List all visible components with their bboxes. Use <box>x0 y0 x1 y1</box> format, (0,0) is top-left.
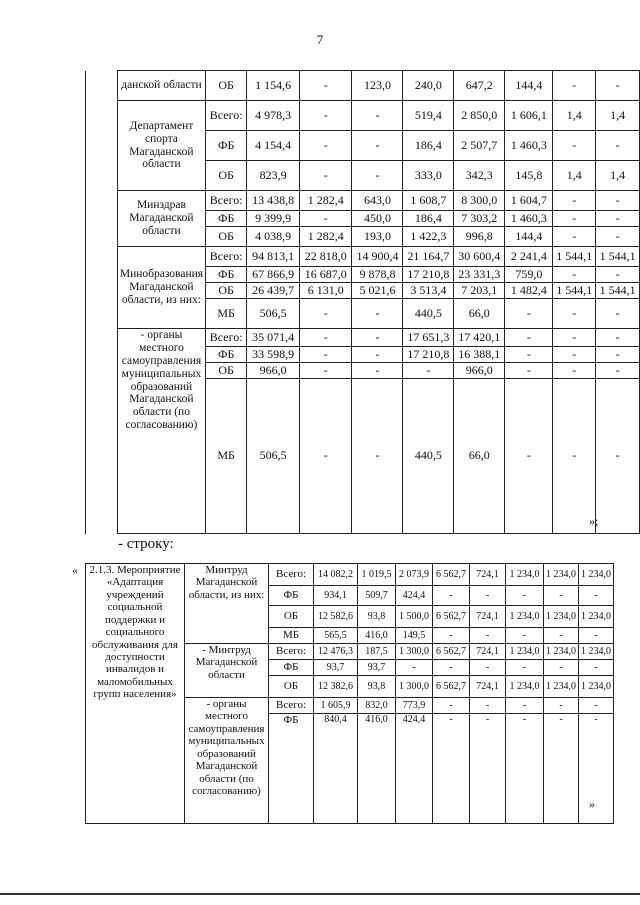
amount-cell: 1 608,7 <box>403 191 454 211</box>
amount-cell: - <box>553 379 596 534</box>
amount-cell: 240,0 <box>403 71 454 101</box>
amount-cell: 14 082,2 <box>314 564 358 586</box>
amount-cell: 832,0 <box>358 698 396 714</box>
funding-source: Всего: <box>269 644 314 660</box>
amount-cell: 1 234,0 <box>506 564 544 586</box>
amount-cell: 773,9 <box>396 698 433 714</box>
amount-cell: - <box>403 363 454 379</box>
amount-cell: 1 282,4 <box>299 191 352 211</box>
amount-cell: 7 203,1 <box>454 283 505 299</box>
amount-cell: - <box>553 211 596 227</box>
amount-cell: 4 978,3 <box>247 101 300 131</box>
amount-cell: - <box>352 101 403 131</box>
amount-cell: - <box>505 363 553 379</box>
amount-cell: 643,0 <box>352 191 403 211</box>
amount-cell: 342,3 <box>454 161 505 191</box>
amount-cell: 67 866,9 <box>247 267 300 283</box>
executor-name: Департамент спорта Магаданской области <box>117 101 205 191</box>
amount-cell: 2 073,9 <box>396 564 433 586</box>
funding-source: ФБ <box>206 347 247 363</box>
amount-cell: 3 513,4 <box>403 283 454 299</box>
amount-cell: 450,0 <box>352 211 403 227</box>
amount-cell: - <box>553 347 596 363</box>
amount-cell: - <box>299 101 352 131</box>
amount-cell: - <box>433 660 470 676</box>
amount-cell: 1,4 <box>596 101 640 131</box>
amount-cell: 440,5 <box>403 379 454 534</box>
amount-cell: - <box>579 660 614 676</box>
funding-source: ОБ <box>269 676 314 698</box>
amount-cell: 33 598,9 <box>247 347 300 363</box>
amount-cell: 93,8 <box>358 676 396 698</box>
amount-cell: 1 234,0 <box>506 644 544 660</box>
amount-cell: - <box>470 628 506 644</box>
amount-cell: 1 282,4 <box>299 227 352 247</box>
amount-cell: 647,2 <box>454 71 505 101</box>
amount-cell: - <box>505 299 553 329</box>
amount-cell: - <box>299 379 352 534</box>
amount-cell: 186,4 <box>403 131 454 161</box>
amount-cell: - <box>352 299 403 329</box>
amount-cell: 9 399,9 <box>247 211 300 227</box>
amount-cell: - <box>579 586 614 606</box>
amount-cell: 2 507,7 <box>454 131 505 161</box>
table-row <box>86 191 640 211</box>
amount-cell: - <box>505 379 553 534</box>
amount-cell: - <box>596 191 640 211</box>
table-row <box>86 71 640 101</box>
amount-cell: - <box>544 660 579 676</box>
amount-cell: 759,0 <box>505 267 553 283</box>
amount-cell: - <box>299 131 352 161</box>
amount-cell: 1 234,0 <box>579 564 614 586</box>
amount-cell: 1 544,1 <box>596 283 640 299</box>
amount-cell: - <box>596 363 640 379</box>
amount-cell: - <box>506 714 544 824</box>
amount-cell: - <box>553 131 596 161</box>
amount-cell: 1 300,0 <box>396 644 433 660</box>
amount-cell: - <box>544 628 579 644</box>
amount-cell: 6 562,7 <box>433 644 470 660</box>
amount-cell: - <box>352 329 403 347</box>
funding-source: ОБ <box>206 283 247 299</box>
amount-cell: 1 234,0 <box>579 644 614 660</box>
amount-cell: 1 234,0 <box>544 564 579 586</box>
amount-cell: 30 600,4 <box>454 247 505 267</box>
amount-cell: - <box>299 161 352 191</box>
blank-column <box>86 71 118 534</box>
amount-cell: 17 210,8 <box>403 267 454 283</box>
amount-cell: - <box>352 347 403 363</box>
amount-cell: - <box>506 660 544 676</box>
amount-cell: 8 300,0 <box>454 191 505 211</box>
amount-cell: 21 164,7 <box>403 247 454 267</box>
funding-source: ФБ <box>206 211 247 227</box>
amount-cell: 35 071,4 <box>247 329 300 347</box>
amount-cell: - <box>352 379 403 534</box>
amount-cell: 1 234,0 <box>544 676 579 698</box>
amount-cell: 966,0 <box>247 363 300 379</box>
amount-cell: 1 606,1 <box>505 101 553 131</box>
funding-source: Всего: <box>206 247 247 267</box>
amount-cell: - <box>596 131 640 161</box>
amount-cell: 66,0 <box>454 379 505 534</box>
amount-cell: - <box>506 586 544 606</box>
executor-name: Минтруд Магаданской области, из них: <box>185 564 269 644</box>
funding-source: ОБ <box>206 227 247 247</box>
amount-cell: - <box>596 329 640 347</box>
table-row <box>86 329 640 347</box>
amount-cell: 144,4 <box>505 71 553 101</box>
amount-cell: - <box>553 267 596 283</box>
amount-cell: 1 460,3 <box>505 131 553 161</box>
amount-cell: 7 303,2 <box>454 211 505 227</box>
amount-cell: 12 382,6 <box>314 676 358 698</box>
amount-cell: 26 439,7 <box>247 283 300 299</box>
executor-name: Минобразования Магаданской области, из них: <box>117 247 205 329</box>
amount-cell: - <box>596 227 640 247</box>
amount-cell: - <box>553 227 596 247</box>
amount-cell: - <box>352 161 403 191</box>
amount-cell: 1 019,5 <box>358 564 396 586</box>
amount-cell: - <box>433 714 470 824</box>
amount-cell: 17 210,8 <box>403 347 454 363</box>
amount-cell: 66,0 <box>454 299 505 329</box>
amount-cell: 94 813,1 <box>247 247 300 267</box>
funding-source: ФБ <box>269 586 314 606</box>
amount-cell: 509,7 <box>358 586 396 606</box>
amount-cell: - <box>470 698 506 714</box>
funding-source: ОБ <box>269 606 314 628</box>
amount-cell: 17 420,1 <box>454 329 505 347</box>
amount-cell: 1 544,1 <box>553 247 596 267</box>
amount-cell: 1 544,1 <box>596 247 640 267</box>
closing-quote: » <box>589 797 595 811</box>
amount-cell: - <box>596 299 640 329</box>
funding-source: ФБ <box>206 267 247 283</box>
amount-cell: 724,1 <box>470 676 506 698</box>
amount-cell: 187,5 <box>358 644 396 660</box>
amount-cell: - <box>299 363 352 379</box>
opening-quote: « <box>72 563 78 577</box>
table-row <box>86 247 640 267</box>
funding-source: ФБ <box>269 714 314 824</box>
amount-cell: 186,4 <box>403 211 454 227</box>
amount-cell: 1 500,0 <box>396 606 433 628</box>
amount-cell: 4 038,9 <box>247 227 300 247</box>
amount-cell: 333,0 <box>403 161 454 191</box>
amount-cell: 416,0 <box>358 628 396 644</box>
amount-cell: - <box>299 347 352 363</box>
amount-cell: 934,1 <box>314 586 358 606</box>
amount-cell: - <box>544 586 579 606</box>
executor-name: - Минтруд Магаданской области <box>185 644 269 698</box>
amount-cell: 93,7 <box>358 660 396 676</box>
amount-cell: - <box>433 698 470 714</box>
funding-source: ФБ <box>269 660 314 676</box>
amount-cell: 1 234,0 <box>544 644 579 660</box>
replace-line-label: - строку: <box>118 536 174 552</box>
amount-cell: - <box>505 347 553 363</box>
funding-table-new-line <box>85 563 614 824</box>
amount-cell: 1 234,0 <box>506 676 544 698</box>
funding-source: МБ <box>206 379 247 534</box>
funding-source: ОБ <box>206 71 247 101</box>
amount-cell: 416,0 <box>358 714 396 824</box>
funding-source: Всего: <box>206 101 247 131</box>
funding-source: ФБ <box>206 131 247 161</box>
amount-cell: - <box>299 329 352 347</box>
table-row <box>86 101 640 131</box>
amount-cell: - <box>352 363 403 379</box>
amount-cell: - <box>579 628 614 644</box>
amount-cell: 93,8 <box>358 606 396 628</box>
amount-cell: 2 850,0 <box>454 101 505 131</box>
amount-cell: - <box>553 299 596 329</box>
amount-cell: - <box>299 211 352 227</box>
amount-cell: 9 878,8 <box>352 267 403 283</box>
funding-source: ОБ <box>206 363 247 379</box>
amount-cell: 1 154,6 <box>247 71 300 101</box>
amount-cell: 6 131,0 <box>299 283 352 299</box>
amount-cell: 1 234,0 <box>579 606 614 628</box>
amount-cell: - <box>553 329 596 347</box>
amount-cell: 12 476,3 <box>314 644 358 660</box>
funding-source: МБ <box>206 299 247 329</box>
amount-cell: - <box>470 586 506 606</box>
amount-cell: 519,4 <box>403 101 454 131</box>
amount-cell: 4 154,4 <box>247 131 300 161</box>
amount-cell: - <box>553 191 596 211</box>
amount-cell: 424,4 <box>396 714 433 824</box>
amount-cell: - <box>596 379 640 534</box>
amount-cell: 440,5 <box>403 299 454 329</box>
funding-source: Всего: <box>206 329 247 347</box>
amount-cell: 1,4 <box>553 101 596 131</box>
amount-cell: 123,0 <box>352 71 403 101</box>
funding-source: МБ <box>269 628 314 644</box>
amount-cell: 23 331,3 <box>454 267 505 283</box>
amount-cell: - <box>396 660 433 676</box>
bottom-rule <box>0 893 640 895</box>
amount-cell: - <box>470 660 506 676</box>
activity-name: 2.1.3. Мероприятие «Адаптация учреждений социальной поддержки и социального обслуживания для доступности инвалидов и маломобильных групп населения» <box>86 564 185 824</box>
amount-cell: - <box>544 714 579 824</box>
amount-cell: 1 460,3 <box>505 211 553 227</box>
amount-cell: - <box>579 714 614 824</box>
amount-cell: 506,5 <box>247 299 300 329</box>
amount-cell: - <box>596 71 640 101</box>
amount-cell: - <box>470 714 506 824</box>
executor-name: - органы местного самоуправления муниципальных образований Магаданской области (по согласованию) <box>117 329 205 534</box>
amount-cell: 1 234,0 <box>506 606 544 628</box>
amount-cell: 16 687,0 <box>299 267 352 283</box>
funding-source: Всего: <box>269 698 314 714</box>
amount-cell: 6 562,7 <box>433 606 470 628</box>
amount-cell: 193,0 <box>352 227 403 247</box>
amount-cell: 16 388,1 <box>454 347 505 363</box>
amount-cell: - <box>596 211 640 227</box>
amount-cell: 565,5 <box>314 628 358 644</box>
amount-cell: 1 544,1 <box>553 283 596 299</box>
executor-name: Минздрав Магаданской области <box>117 191 205 247</box>
amount-cell: - <box>505 329 553 347</box>
amount-cell: 1,4 <box>553 161 596 191</box>
amount-cell: 13 438,8 <box>247 191 300 211</box>
closing-quote-semicolon: »; <box>589 514 599 528</box>
amount-cell: 424,4 <box>396 586 433 606</box>
amount-cell: - <box>544 698 579 714</box>
amount-cell: 12 582,6 <box>314 606 358 628</box>
amount-cell: - <box>553 71 596 101</box>
executor-name: данской области <box>117 71 205 101</box>
amount-cell: 1 604,7 <box>505 191 553 211</box>
table-row <box>86 564 614 586</box>
amount-cell: - <box>352 131 403 161</box>
amount-cell: - <box>596 267 640 283</box>
amount-cell: 149,5 <box>396 628 433 644</box>
amount-cell: 14 900,4 <box>352 247 403 267</box>
amount-cell: - <box>299 299 352 329</box>
amount-cell: - <box>506 698 544 714</box>
amount-cell: 144,4 <box>505 227 553 247</box>
funding-source: ОБ <box>206 161 247 191</box>
amount-cell: 1,4 <box>596 161 640 191</box>
amount-cell: 145,8 <box>505 161 553 191</box>
amount-cell: - <box>596 347 640 363</box>
amount-cell: 840,4 <box>314 714 358 824</box>
amount-cell: 1 300,0 <box>396 676 433 698</box>
amount-cell: 1 605,9 <box>314 698 358 714</box>
executor-name: - органы местного самоуправления муниципальных образований Магаданской области (по согласованию) <box>185 698 269 824</box>
amount-cell: 996,8 <box>454 227 505 247</box>
amount-cell: - <box>433 628 470 644</box>
amount-cell: 724,1 <box>470 564 506 586</box>
amount-cell: 724,1 <box>470 606 506 628</box>
amount-cell: 6 562,7 <box>433 676 470 698</box>
amount-cell: - <box>553 363 596 379</box>
amount-cell: 6 562,7 <box>433 564 470 586</box>
funding-table-top <box>85 70 640 534</box>
amount-cell: 22 818,0 <box>299 247 352 267</box>
amount-cell: 1 234,0 <box>544 606 579 628</box>
amount-cell: - <box>579 698 614 714</box>
amount-cell: 17 651,3 <box>403 329 454 347</box>
amount-cell: - <box>506 628 544 644</box>
amount-cell: 823,9 <box>247 161 300 191</box>
amount-cell: 506,5 <box>247 379 300 534</box>
amount-cell: 1 482,4 <box>505 283 553 299</box>
funding-source: Всего: <box>269 564 314 586</box>
amount-cell: 724,1 <box>470 644 506 660</box>
amount-cell: - <box>299 71 352 101</box>
amount-cell: 1 234,0 <box>579 676 614 698</box>
amount-cell: 2 241,4 <box>505 247 553 267</box>
funding-source: Всего: <box>206 191 247 211</box>
amount-cell: 5 021,6 <box>352 283 403 299</box>
amount-cell: - <box>433 586 470 606</box>
amount-cell: 1 422,3 <box>403 227 454 247</box>
page-number: 7 <box>316 32 324 47</box>
amount-cell: 966,0 <box>454 363 505 379</box>
amount-cell: 93,7 <box>314 660 358 676</box>
